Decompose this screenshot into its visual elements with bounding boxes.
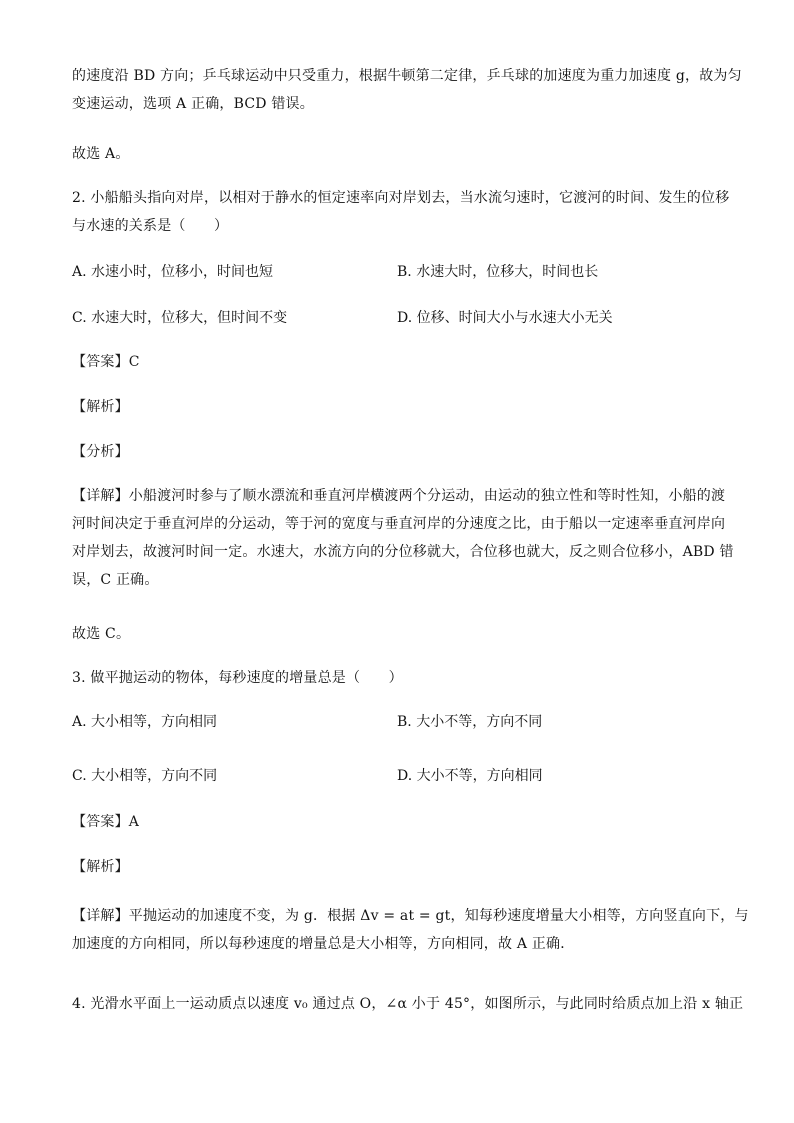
q3-option-b: B. 大小不等，方向不同 bbox=[397, 714, 543, 730]
q2-jiexi: 【解析】 bbox=[72, 399, 129, 415]
q2-choose: 故选 C。 bbox=[72, 626, 131, 642]
q2-detail-line-1: 【详解】小船渡河时参与了顺水漂流和垂直河岸横渡两个分运动，由运动的独立性和等时性知，小船的渡 bbox=[72, 488, 726, 504]
q2-option-d: D. 位移、时间大小与水速大小无关 bbox=[397, 310, 613, 326]
q3-jiexi: 【解析】 bbox=[72, 859, 129, 875]
prev-choose bbox=[72, 140, 724, 168]
q3-detail bbox=[72, 902, 749, 958]
prev-explanation-line-2: 变速运动，选项 A 正确，BCD 错误。 bbox=[72, 96, 314, 112]
q3-option-c: C. 大小相等，方向不同 bbox=[72, 768, 218, 784]
q3-option-d: D. 大小不等，方向相同 bbox=[397, 768, 543, 784]
q2-detail bbox=[72, 482, 734, 594]
q2-option-a: A. 水速小时，位移小，时间也短 bbox=[72, 264, 274, 280]
prev-explanation-line-1: 的速度沿 BD 方向；乒乓球运动中只受重力，根据牛顿第二定律，乒乓球的加速度为重力加速度 g，故为匀 bbox=[72, 68, 742, 84]
q3-option-a: A. 大小相等，方向相同 bbox=[72, 714, 218, 730]
q2-option-b: B. 水速大时，位移大，时间也长 bbox=[397, 264, 599, 280]
q4-stem-line-1: 4. 光滑水平面上一运动质点以速度 v₀ 通过点 O，∠α 小于 45°，如图所示，与此同时给质点加上沿 x 轴正 bbox=[72, 996, 744, 1012]
q2-option-c: C. 水速大时，位移大，但时间不变 bbox=[72, 310, 288, 326]
prev-explanation-line-2-wrap bbox=[72, 90, 724, 118]
q2-stem-line-2: 与水速的关系是（ ） bbox=[72, 218, 229, 234]
prev-choose-text: 故选 A。 bbox=[72, 146, 130, 162]
q3-answer: 【答案】A bbox=[72, 814, 140, 830]
prev-explanation bbox=[72, 62, 742, 90]
q3-stem: 3. 做平抛运动的物体，每秒速度的增量总是（ ） bbox=[72, 670, 403, 686]
q2-detail-line-2: 河时间决定于垂直河岸的分运动，等于河的宽度与垂直河岸的分速度之比，由于船以一定速率垂直河岸向 bbox=[72, 516, 726, 532]
q2-answer: 【答案】C bbox=[72, 354, 140, 370]
q2-stem-line-1: 2. 小船船头指向对岸，以相对于静水的恒定速率向对岸划去，当水流匀速时，它渡河的时间、发生的位移 bbox=[72, 190, 730, 206]
q3-detail-line-1: 【详解】平抛运动的加速度不变，为 g．根据 Δv = at = gt，知每秒速度增量大小相等，方向竖直向下，与 bbox=[72, 908, 749, 924]
q3-detail-line-2: 加速度的方向相同，所以每秒速度的增量总是大小相等，方向相同，故 A 正确． bbox=[72, 936, 575, 952]
q2-fenxi: 【分析】 bbox=[72, 444, 129, 460]
q2-stem bbox=[72, 184, 730, 240]
q2-detail-line-4: 误，C 正确。 bbox=[72, 572, 159, 588]
q2-detail-line-3: 对岸划去，故渡河时间一定。水速大，水流方向的分位移就大，合位移也就大，反之则合位移小，ABD 错 bbox=[72, 544, 734, 560]
q4-stem bbox=[72, 990, 744, 1018]
